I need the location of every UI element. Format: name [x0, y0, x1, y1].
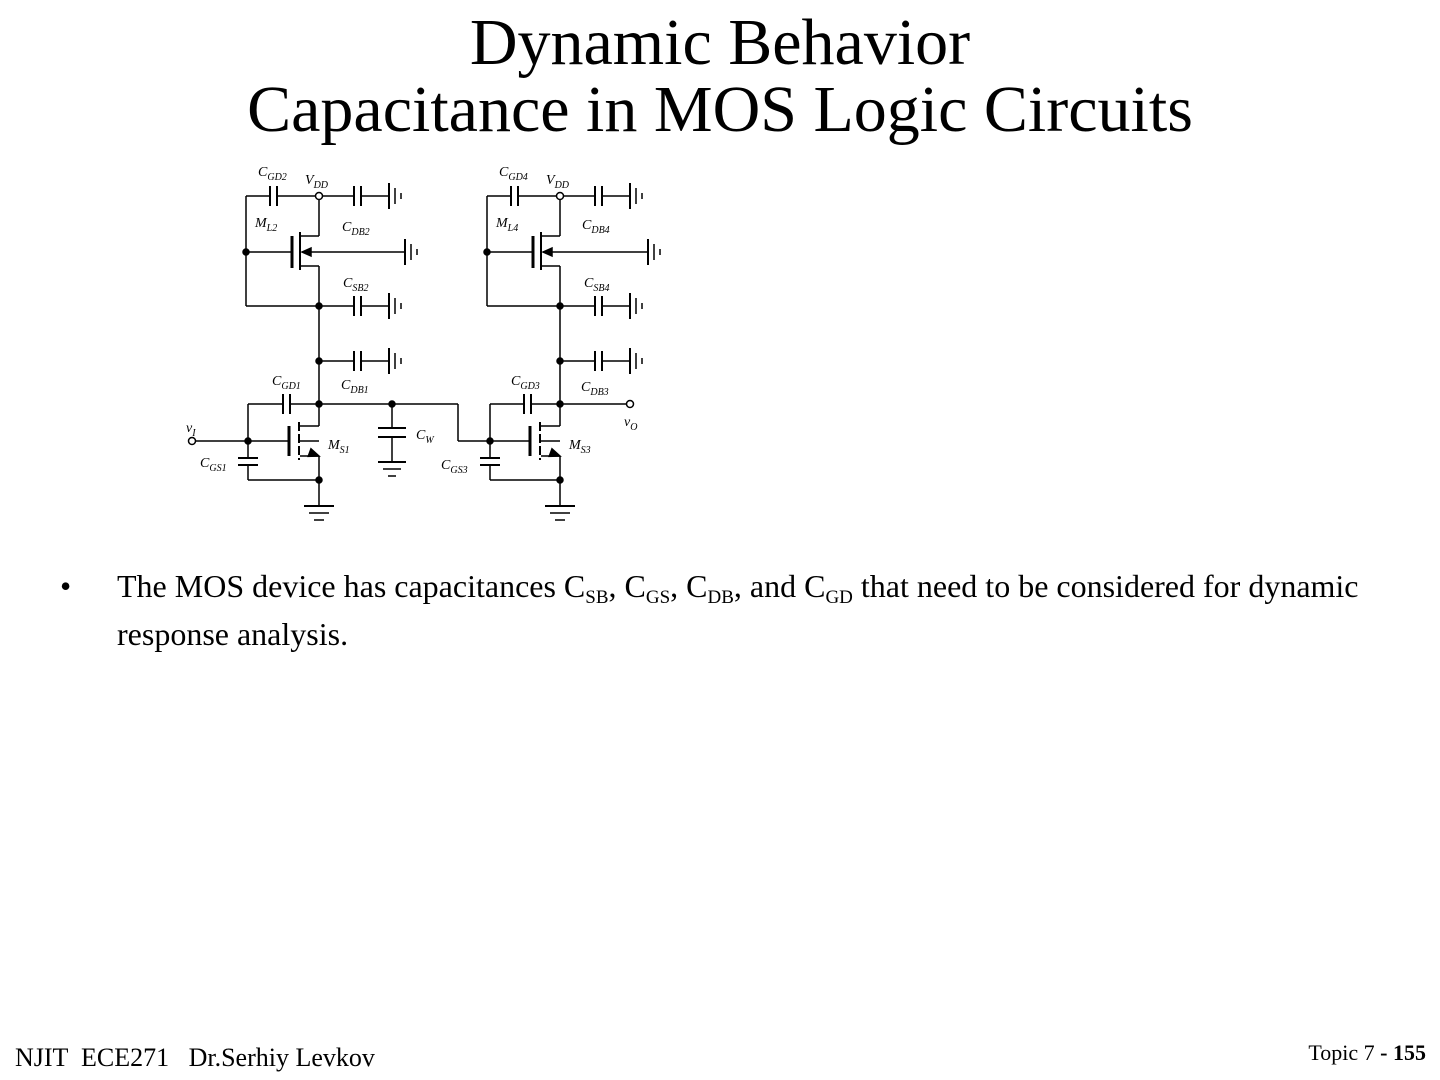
vdd-node-right	[557, 193, 564, 200]
label-cgd4: $C_{GD4}$	[499, 165, 528, 183]
label-vdd-right: $V_{DD}$	[546, 173, 570, 191]
label-cgd1: $C_{GD1}$	[272, 374, 301, 392]
footer-page-number: Topic 7 - 155	[1308, 1040, 1426, 1065]
slide-subtitle: Capacitance in MOS Logic Circuits	[247, 73, 1193, 146]
label-ml2: $M_{L2}$	[255, 216, 278, 234]
label-ms3: $M_{S3}$	[569, 438, 591, 456]
vo-terminal	[627, 401, 634, 408]
label-cdb2: $C_{DB2}$	[342, 220, 370, 238]
label-cgd2: $C_{GD2}$	[258, 165, 287, 183]
bullet-marker: •	[60, 568, 72, 604]
label-cdb1: $C_{DB1}$	[341, 378, 369, 396]
label-csb2: $C_{SB2}$	[343, 276, 369, 294]
label-cdb3: $C_{DB3}$	[581, 380, 609, 398]
label-cw: $C_W$	[416, 428, 434, 446]
slide-title: Dynamic Behavior	[469, 6, 971, 79]
label-ml4: $M_{L4}$	[496, 216, 519, 234]
label-vdd-left: $V_{DD}$	[305, 173, 329, 191]
label-csb4: $C_{SB4}$	[584, 276, 610, 294]
label-cgs3: $C_{GS3}$	[441, 458, 468, 476]
bullet-text: The MOS device has capacitances $C_{SB}$, $C_{GS}$, $C_{DB}$, and $C_{GD}$ that need to be considered for dynamic response analysis.	[117, 568, 1359, 652]
label-cgd3: $C_{GD3}$	[511, 374, 540, 392]
label-vo: $v_O$	[624, 415, 638, 433]
label-ms1: $M_{S1}$	[328, 438, 350, 456]
mos-circuit-diagram	[170, 155, 690, 530]
vdd-node-left	[316, 193, 323, 200]
footer-course-info: NJIT ECE271 Dr.Serhiy Levkov	[15, 1043, 375, 1072]
label-cdb4: $C_{DB4}$	[582, 218, 610, 236]
label-vi: $v_I$	[186, 421, 196, 439]
label-cgs1: $C_{GS1}$	[200, 456, 227, 474]
